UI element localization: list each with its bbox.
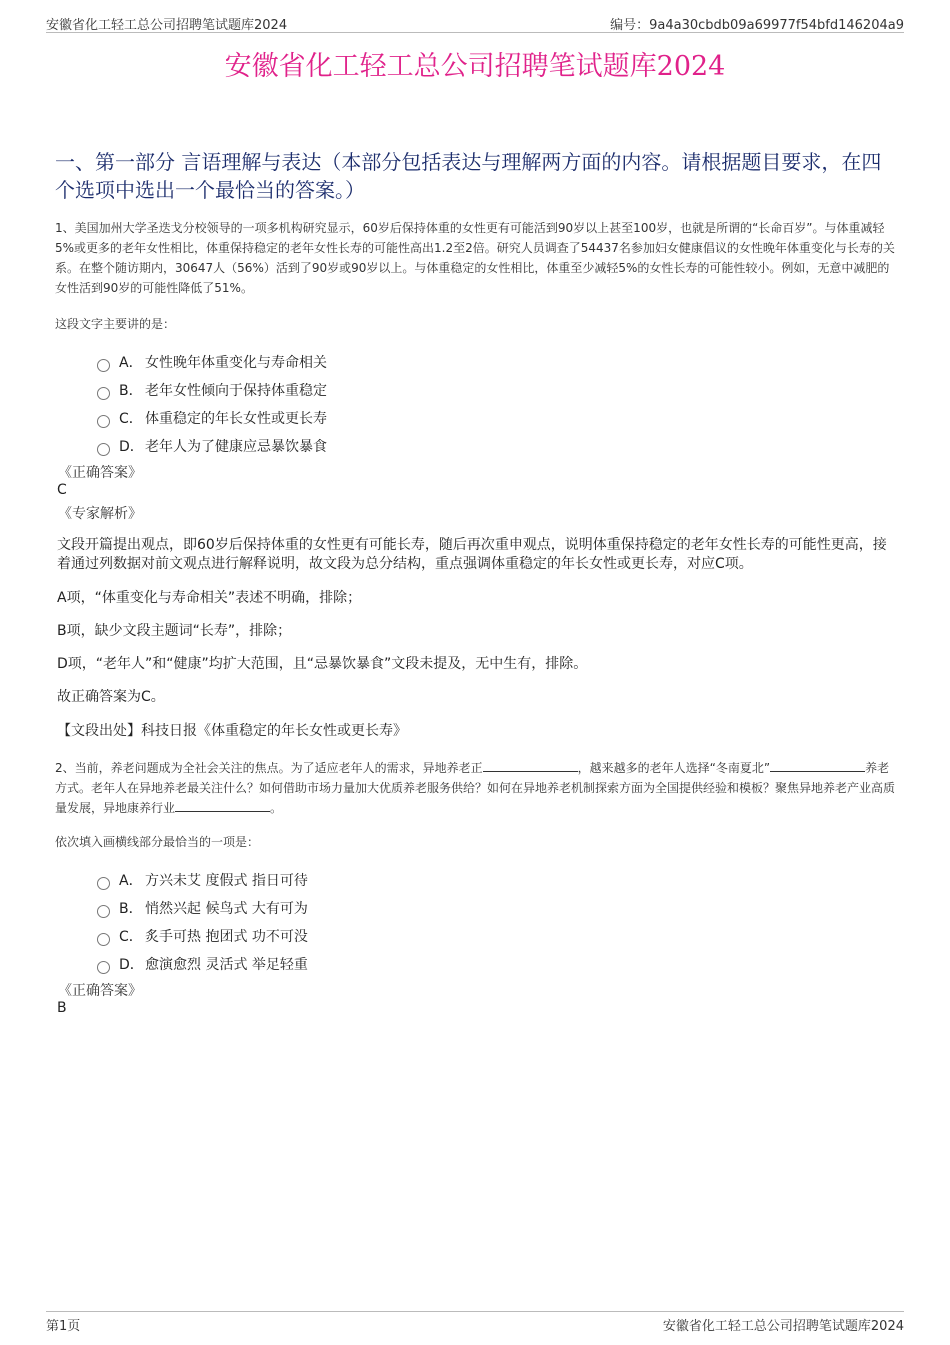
question-2-options [97,866,308,978]
question-1-options [97,348,327,460]
radio-icon[interactable] [97,415,110,428]
option-text: 女性晚年体重变化与寿命相关 [145,355,327,371]
option-text: 愈演愈烈 灵活式 举足轻重 [145,957,308,973]
q1-analysis-paragraph: A项，“体重变化与寿命相关”表述不明确，排除； [57,590,362,606]
page-number: 第1页 [46,1319,81,1334]
q2-answer-label: 《正确答案》 [58,983,142,999]
option-text: 老年人为了健康应忌暴饮暴食 [145,439,327,455]
radio-icon[interactable] [97,961,110,974]
question-1-stem: 这段文字主要讲的是： [55,317,176,331]
option-key: D． [119,439,144,455]
radio-icon[interactable] [97,443,110,456]
radio-icon[interactable] [97,387,110,400]
radio-icon[interactable] [97,359,110,372]
q1-analysis-label: 《专家解析》 [58,506,142,522]
q1-analysis-paragraph: 文段开篇提出观点，即60岁后保持体重的女性更有可能长寿，随后再次重申观点，说明体重保持稳定的老年女性长寿的可能性更高，接着通过列数据对前文观点进行解释说明，故文段为总分结构，重点强调体重稳定的年长女性或更长寿，对应C项。 [57,537,887,572]
radio-icon[interactable] [97,905,110,918]
header-doc-id: 编号：9a4a30cbdb09a69977f54bfd146204a9 [610,18,904,33]
option-key: C． [119,929,143,945]
fill-blank [483,759,578,772]
q1-analysis-paragraph: D项，“老年人”和“健康”均扩大范围，且“忌暴饮暴食”文段未提及，无中生有，排除。 [57,656,588,672]
option-key: A． [119,355,143,371]
fill-blank [770,759,865,772]
q2-option-b[interactable] [97,894,308,922]
q1-source: 【文段出处】科技日报《体重稳定的年长女性或更长寿》 [57,723,407,739]
radio-icon[interactable] [97,933,110,946]
header-doc-title: 安徽省化工轻工总公司招聘笔试题库2024 [46,18,288,33]
q1-option-b[interactable] [97,376,327,404]
page-footer [46,1311,904,1335]
footer-doc-title: 安徽省化工轻工总公司招聘笔试题库2024 [662,1319,904,1334]
option-text: 体重稳定的年长女性或更长寿 [145,411,327,427]
option-key: C． [119,411,143,427]
fill-blank [175,799,270,812]
q1-option-c[interactable] [97,404,327,432]
page-header [46,14,904,33]
q2-text-part: 养老方式。老年人在异地养老最关注什么？如何借助市场力量加大优质养老服务供给？如何在异地养老机制探索方面为全国提供经验和模板？聚焦异地养老产业高质量发展，异地康养行业 [55,761,896,815]
option-text: 老年女性倾向于保持体重稳定 [145,383,327,399]
section-heading: 一、第一部分 言语理解与表达（本部分包括表达与理解两方面的内容。请根据题目要求，在四个选项中选出一个最恰当的答案。） [55,150,882,202]
q1-option-d[interactable] [97,432,327,460]
question-1-text: 1、美国加州大学圣迭戈分校领导的一项多机构研究显示，60岁后保持体重的女性更有可能活到90岁以上甚至100岁，也就是所谓的“长命百岁”。与体重减轻5%或更多的老年女性相比，体重保持稳定的老年女性长寿的可能性高出1.2至2倍。研究人员调查了54437名参加妇女健康倡议的女性晚年体重变化与长寿的关系。在整个随访期内，30647人（56%）活到了90岁或90岁以上。与体重稳定的女性相比，体重至少减轻5%的女性长寿的可能性较小。例如，无意中减肥的女性活到90岁的可能性降低了51%。 [55,221,895,295]
q2-answer: B [57,1000,67,1016]
q1-answer: C [57,482,67,498]
option-key: B． [119,901,143,917]
q2-text-part: ，越来越多的老年人选择“冬南夏北” [577,761,771,775]
q1-analysis-paragraph: B项，缺少文段主题词“长寿”，排除； [57,623,292,639]
question-2-text [55,758,895,818]
option-key: B． [119,383,143,399]
option-text: 方兴未艾 度假式 指日可待 [145,873,308,889]
q2-option-a[interactable] [97,866,308,894]
page-title: 安徽省化工轻工总公司招聘笔试题库2024 [224,51,726,82]
option-key: A． [119,873,143,889]
option-text: 悄然兴起 候鸟式 大有可为 [145,901,308,917]
q2-text-part: 。 [270,801,283,815]
option-key: D． [119,957,144,973]
radio-icon[interactable] [97,877,110,890]
q1-answer-label: 《正确答案》 [58,465,142,481]
q2-text-part: 2、当前，养老问题成为全社会关注的焦点。为了适应老年人的需求，异地养老正 [55,761,483,775]
option-text: 炙手可热 抱团式 功不可没 [145,929,308,945]
q2-option-c[interactable] [97,922,308,950]
question-2-stem: 依次填入画横线部分最恰当的一项是： [55,835,260,849]
q1-analysis-paragraph: 故正确答案为C。 [57,689,165,705]
q1-option-a[interactable] [97,348,327,376]
q2-option-d[interactable] [97,950,308,978]
